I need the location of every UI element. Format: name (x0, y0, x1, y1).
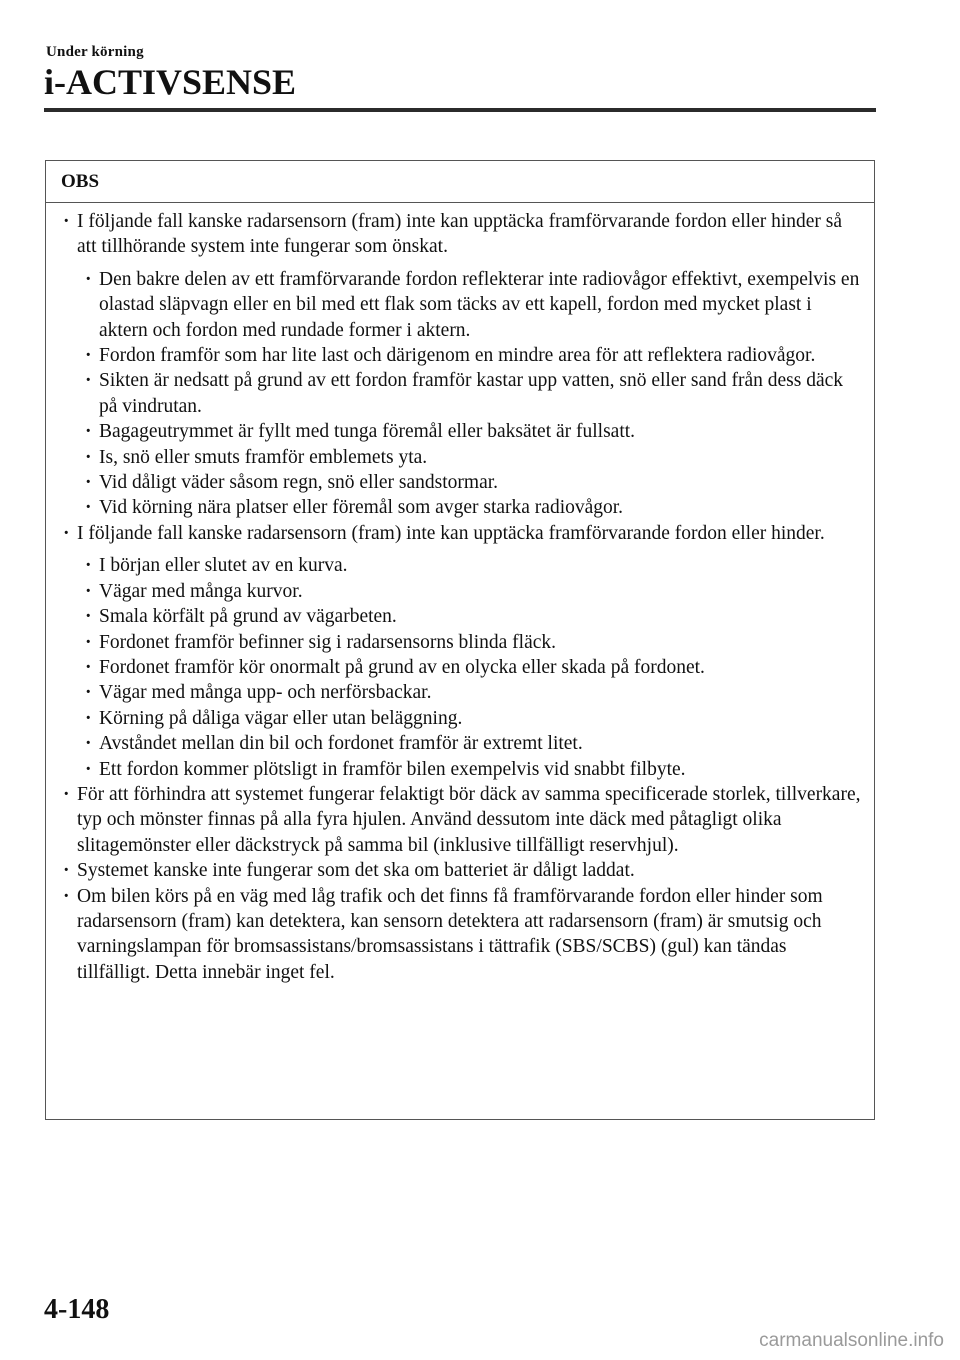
sub-list-item: · Fordonet framför befinner sig i radarsensorns blinda fläck. (82, 630, 862, 655)
sub-list-undetectable (60, 267, 862, 521)
note-item: · För att förhindra att systemet fungerar felaktigt bör däck av samma specificerade storlek, tillverkare, typ och mönster finnas på alla fyra hjulen. Använd dessutom inte däck med påtagligt olika slitagemönster eller däckstryck på samma bil (inklusive tillfälligt reservhjul). (60, 782, 862, 858)
sub-list-item: · I början eller slutet av en kurva. (82, 553, 862, 578)
note-body (46, 203, 874, 985)
note-box (45, 160, 875, 1120)
sub-list-item: · Den bakre delen av ett framförvarande fordon reflekterar inte radiovågor effektivt, exempelvis en olastad släpvagn eller en bil med ett flak som täcks av ett kapell, fordon med mycket plast i aktern och fordon med rundade former i aktern. (82, 267, 862, 343)
header-divider (44, 108, 876, 112)
sub-list-item: · Smala körfält på grund av vägarbeten. (82, 604, 862, 629)
page-number: 4-148 (44, 1294, 110, 1325)
section-label: Under körning (46, 44, 144, 60)
sub-list-item: · Körning på dåliga vägar eller utan beläggning. (82, 706, 862, 731)
sub-list-item: · Bagageutrymmet är fyllt med tunga föremål eller baksätet är fullsatt. (82, 419, 862, 444)
sub-list-item: · Fordon framför som har lite last och därigenom en mindre area för att reflektera radiovågor. (82, 343, 862, 368)
sub-list-item: · Is, snö eller smuts framför emblemets yta. (82, 445, 862, 470)
sub-list-item: · Fordonet framför kör onormalt på grund av en olycka eller skada på fordonet. (82, 655, 862, 680)
sub-list-item: · Vägar med många upp- och nerförsbackar. (82, 680, 862, 705)
note-item: · Systemet kanske inte fungerar som det ska om batteriet är dåligt laddat. (60, 858, 862, 883)
sub-list-item: · Ett fordon kommer plötsligt in framför bilen exempelvis vid snabbt filbyte. (82, 757, 862, 782)
watermark: carmanualsonline.info (759, 1330, 944, 1351)
page-title: i-ACTIVSENSE (44, 62, 297, 102)
note-heading: OBS (46, 161, 874, 203)
sub-list-item: · Sikten är nedsatt på grund av ett fordon framför kastar upp vatten, snö eller sand från dess däck på vindrutan. (82, 368, 862, 419)
note-item: · I följande fall kanske radarsensorn (fram) inte kan upptäcka framförvarande fordon eller hinder så att tillhörande system inte fungerar som önskat. (60, 209, 862, 260)
note-item: · Om bilen körs på en väg med låg trafik och det finns få framförvarande fordon eller hinder som radarsensorn (fram) kan detektera, kan sensorn detektera att radarsensorn (fram) är smutsig och varningslampan för bromsassistans/bromsassistans i tättrafik (SBS/SCBS) (gul) kan tändas tillfälligt. Detta innebär inget fel. (60, 884, 862, 986)
sub-list-road-conditions (60, 553, 862, 782)
sub-list-item: · Avståndet mellan din bil och fordonet framför är extremt litet. (82, 731, 862, 756)
sub-list-item: · Vid körning nära platser eller föremål som avger starka radiovågor. (82, 495, 862, 520)
sub-list-item: · Vid dåligt väder såsom regn, snö eller sandstormar. (82, 470, 862, 495)
sub-list-item: · Vägar med många kurvor. (82, 579, 862, 604)
note-item: · I följande fall kanske radarsensorn (fram) inte kan upptäcka framförvarande fordon eller hinder. (60, 521, 862, 546)
